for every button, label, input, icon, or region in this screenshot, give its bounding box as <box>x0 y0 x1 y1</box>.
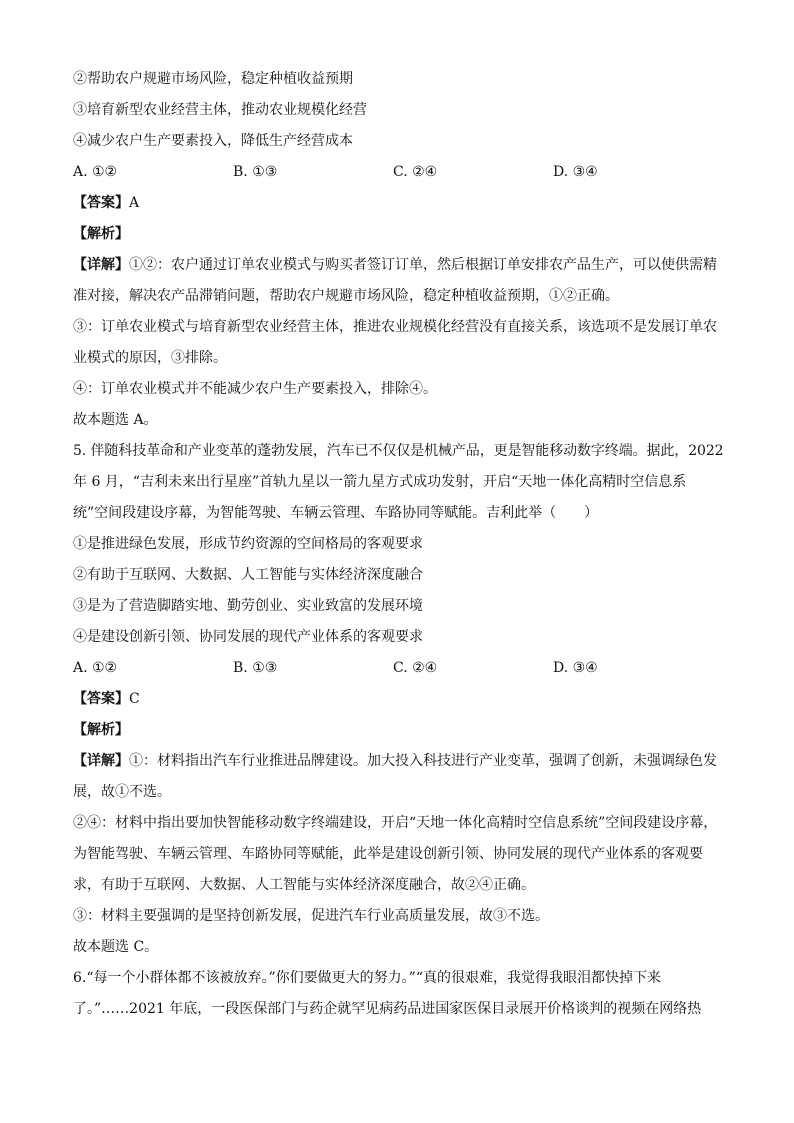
q5-explanation-line: 展，故①不选。 <box>73 784 171 800</box>
q4-option-c: C. ②④ <box>393 164 438 180</box>
q4-explanation-line: 业模式的原因，③排除。 <box>73 350 227 366</box>
q4-option-a: A. ①② <box>73 164 118 180</box>
q4-option-b: B. ①③ <box>233 164 278 180</box>
q4-answer-value: A <box>129 195 140 211</box>
q4-explanation-line: ④：订单农业模式并不能减少农户生产要素投入，排除④。 <box>73 381 437 397</box>
document-content <box>73 64 723 1025</box>
q5-stem-line: 统”空间段建设序幕，为智能驾驶、车辆云管理、车路协同等赋能。吉利此举（ ） <box>73 505 599 521</box>
q4-option-d: D. ③④ <box>553 164 598 180</box>
q4-options <box>73 157 723 188</box>
q5-conclusion: 故本题选 C。 <box>73 939 159 955</box>
q4-choice-3: ③培育新型农业经营主体，推动农业规模化经营 <box>73 102 367 118</box>
q4-detail-label: 【详解】 <box>73 257 129 273</box>
q5-analysis-label: 【解析】 <box>73 722 129 738</box>
q5-explanation-line: ②④：材料中指出要加快智能移动数字终端建设，开启“天地一体化高精时空信息系统”空间段建设序幕， <box>73 815 718 831</box>
q5-answer-value: C <box>129 691 140 707</box>
q5-stem-line: 年 6 月，“吉利未来出行星座”首轨九星以一箭九星方式成功发射，开启“天地一体化高精时空信息系 <box>73 474 687 490</box>
q5-stem-line: 5. 伴随科技革命和产业变革的蓬勃发展，汽车已不仅仅是机械产品，更是智能移动数字终端。据此，2022 <box>73 443 724 459</box>
q4-conclusion: 故本题选 A。 <box>73 412 158 428</box>
q4-analysis-label: 【解析】 <box>73 226 129 242</box>
q5-choice-2: ②有助于互联网、大数据、人工智能与实体经济深度融合 <box>73 567 423 583</box>
q5-explanation-line: 为智能驾驶、车辆云管理、车路协同等赋能，此举是建设创新引领、协同发展的现代产业体系的客观要 <box>73 846 703 862</box>
q5-explanation-line <box>73 746 723 777</box>
q5-option-d: D. ③④ <box>553 660 598 676</box>
q4-explanation-text: ①②：农户通过订单农业模式与购买者签订订单，然后根据订单安排农产品生产，可以使供需精 <box>129 257 717 273</box>
q5-option-c: C. ②④ <box>393 660 438 676</box>
q5-answer-label: 【答案】 <box>73 691 129 707</box>
q4-explanation-line <box>73 250 723 281</box>
q5-choice-4: ④是建设创新引领、协同发展的现代产业体系的客观要求 <box>73 629 423 645</box>
q5-explanation-line: ③：材料主要强调的是坚持创新发展，促进汽车行业高质量发展，故③不选。 <box>73 908 549 924</box>
q4-choice-2: ②帮助农户规避市场风险，稳定种植收益预期 <box>73 71 353 87</box>
q4-answer <box>73 188 723 219</box>
q4-choice-4: ④减少农户生产要素投入，降低生产经营成本 <box>73 133 353 149</box>
q5-answer <box>73 684 723 715</box>
q4-explanation-line: 准对接，解决农产品滞销问题，帮助农户规避市场风险，稳定种植收益预期，①②正确。 <box>73 288 619 304</box>
q5-options <box>73 653 723 684</box>
q4-explanation-line: ③：订单农业模式与培育新型农业经营主体，推进农业规模化经营没有直接关系，该选项不是发展订单农 <box>73 319 717 335</box>
q5-option-a: A. ①② <box>73 660 118 676</box>
q5-explanation-text: ①：材料指出汽车行业推进品牌建设。加大投入科技进行产业变革，强调了创新，未强调绿色发 <box>129 753 717 769</box>
q6-stem-line: 了。”……2021 年底，一段医保部门与药企就罕见病药品进国家医保目录展开价格谈判的视频在网络热 <box>73 1001 702 1017</box>
q5-detail-label: 【详解】 <box>73 753 129 769</box>
q5-option-b: B. ①③ <box>233 660 278 676</box>
q5-choice-3: ③是为了营造脚踏实地、勤劳创业、实业致富的发展环境 <box>73 598 423 614</box>
q4-answer-label: 【答案】 <box>73 195 129 211</box>
q5-explanation-line: 求，有助于互联网、大数据、人工智能与实体经济深度融合，故②④正确。 <box>73 877 535 893</box>
q5-choice-1: ①是推进绿色发展，形成节约资源的空间格局的客观要求 <box>73 536 423 552</box>
q6-stem-line: 6.“每一个小群体都不该被放弃。”你们要做更大的努力。”“真的很艰难，我觉得我眼泪都快掉下来 <box>73 970 661 986</box>
